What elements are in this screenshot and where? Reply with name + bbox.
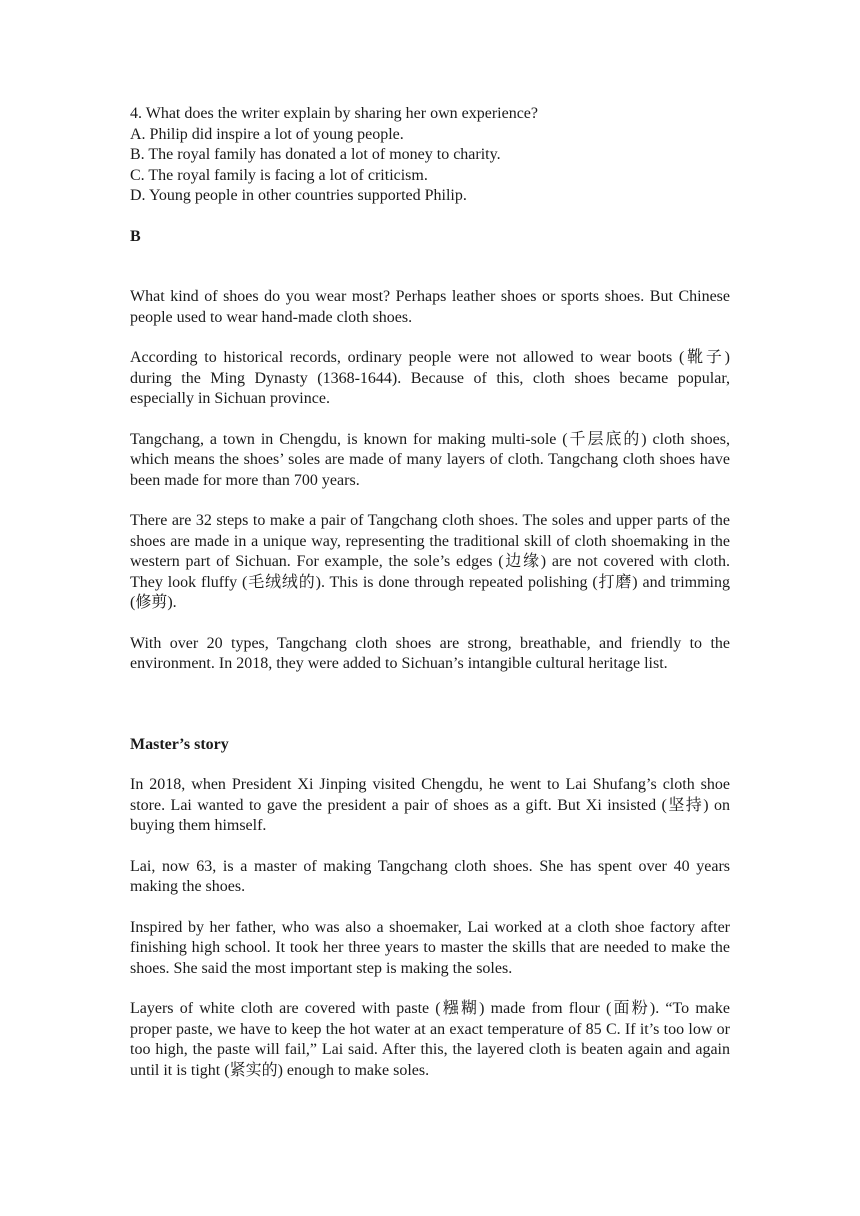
passage-paragraph-1: What kind of shoes do you wear most? Perhaps leather shoes or sports shoes. But Chinese people used to wear hand-made cloth shoes. <box>130 288 730 326</box>
option-a: A. Philip did inspire a lot of young people. <box>130 125 404 143</box>
story-paragraph-4: Layers of white cloth are covered with paste (糨糊) made from flour (面粉). “To make proper paste, we have to keep the hot water at an exact temperature of 85 C. If it’s too low or too high, the paste will fail,” Lai said. After this, the layered cloth is beaten again and again until it is tight (紧实的) enough to make soles. <box>130 1000 730 1079</box>
passage-paragraph-4: There are 32 steps to make a pair of Tangchang cloth shoes. The soles and upper parts of the shoes are made in a unique way, representing the traditional skill of cloth shoemaking in the western part of Sichuan. For example, the sole’s edges (边缘) are not covered with cloth. They look fluffy (毛绒绒的). This is done through repeated polishing (打磨) and trimming (修剪). <box>130 512 730 611</box>
option-d: D. Young people in other countries supported Philip. <box>130 187 467 204</box>
story-paragraph-3: Inspired by her father, who was also a shoemaker, Lai worked at a cloth shoe factory after finishing high school. It took her three years to master the skills that are needed to make the shoes. She said the most important step is making the soles. <box>130 918 730 977</box>
option-c: C. The royal family is facing a lot of criticism. <box>130 166 428 184</box>
passage-paragraph-5: With over 20 types, Tangchang cloth shoes are strong, breathable, and friendly to the environment. In 2018, they were added to Sichuan’s intangible cultural heritage list. <box>130 634 730 672</box>
option-b: B. The royal family has donated a lot of money to charity. <box>130 146 501 163</box>
section-label: B <box>130 227 141 245</box>
passage-paragraph-2: According to historical records, ordinary people were not allowed to wear boots (靴子) during the Ming Dynasty (1368-1644). Because of this, cloth shoes became popular, especially in Sichuan province. <box>130 349 730 407</box>
section-heading: Master’s story <box>130 735 229 753</box>
story-paragraph-2: Lai, now 63, is a master of making Tangchang cloth shoes. She has spent over 40 years making the shoes. <box>130 857 730 895</box>
document-page <box>130 104 730 1081</box>
question-stem: 4. What does the writer explain by sharing her own experience? <box>130 105 538 122</box>
story-paragraph-1: In 2018, when President Xi Jinping visited Chengdu, he went to Lai Shufang’s cloth shoe store. Lai wanted to gave the president a pair of shoes as a gift. But Xi insisted (坚持) on buying them himself. <box>130 776 730 834</box>
question-4 <box>130 104 730 207</box>
passage-paragraph-3: Tangchang, a town in Chengdu, is known for making multi-sole (千层底的) cloth shoes, which means the shoes’ soles are made of many layers of cloth. Tangchang cloth shoes have been made for more than 700 years. <box>130 430 730 489</box>
